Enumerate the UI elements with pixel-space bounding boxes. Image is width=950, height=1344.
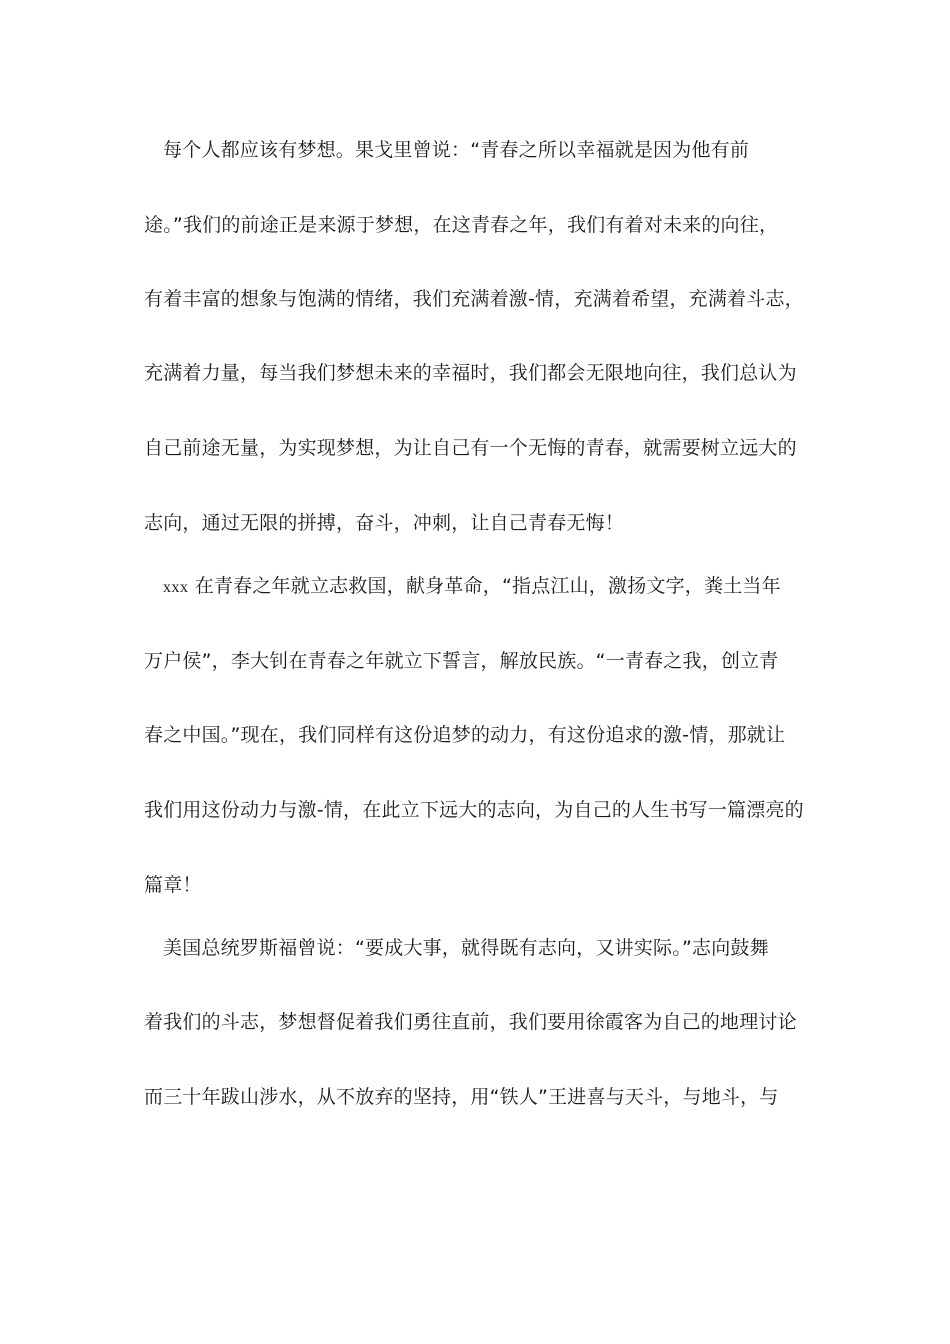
paragraph-1-line-6: 志向，通过无限的拼搏，奋斗，冲刺，让自己青春无悔！	[144, 512, 625, 534]
paragraph-2-line-2: 万户侯”，李大钊在青春之年就立下誓言，解放民族。“一青春之我，创立青	[144, 650, 779, 672]
paragraph-1-line-1: 每个人都应该有梦想。果戈里曾说：“青春之所以幸福就是因为他有前	[163, 139, 750, 161]
paragraph-2-line-4: 我们用这份动力与激-情，在此立下远大的志向，为自己的人生书写一篇漂亮的	[144, 799, 804, 821]
paragraph-2-line-1	[163, 571, 843, 601]
paragraph-1-line-5: 自己前途无量，为实现梦想，为让自己有一个无悔的青春，就需要树立远大的	[144, 437, 797, 459]
paragraph-1-line-2: 途。”我们的前途正是来源于梦想，在这青春之年，我们有着对未来的向往，	[144, 214, 779, 236]
paragraph-2-lead: xxx	[163, 579, 189, 596]
paragraph-2-line-5: 篇章！	[144, 874, 202, 896]
paragraph-3-line-1: 美国总统罗斯福曾说：“要成大事，就得既有志向，又讲实际。”志向鼓舞	[163, 937, 769, 959]
paragraph-3-line-3: 而三十年跋山涉水，从不放弃的坚持，用“铁人”王进喜与天斗，与地斗，与	[144, 1086, 779, 1108]
paragraph-1-line-3: 有着丰富的想象与饱满的情绪，我们充满着激-情，充满着希望，充满着斗志，	[144, 288, 804, 310]
paragraph-1-line-4: 充满着力量，每当我们梦想未来的幸福时，我们都会无限地向往，我们总认为	[144, 362, 797, 384]
paragraph-2-line-3: 春之中国。”现在，我们同样有这份追梦的动力，有这份追求的激-情，那就让	[144, 724, 786, 746]
paragraph-2-line-1-text: 在青春之年就立志救国，献身革命，“指点江山，激扬文字，粪土当年	[194, 575, 781, 597]
paragraph-3-line-2: 着我们的斗志，梦想督促着我们勇往直前，我们要用徐霞客为自己的地理讨论	[144, 1011, 797, 1033]
